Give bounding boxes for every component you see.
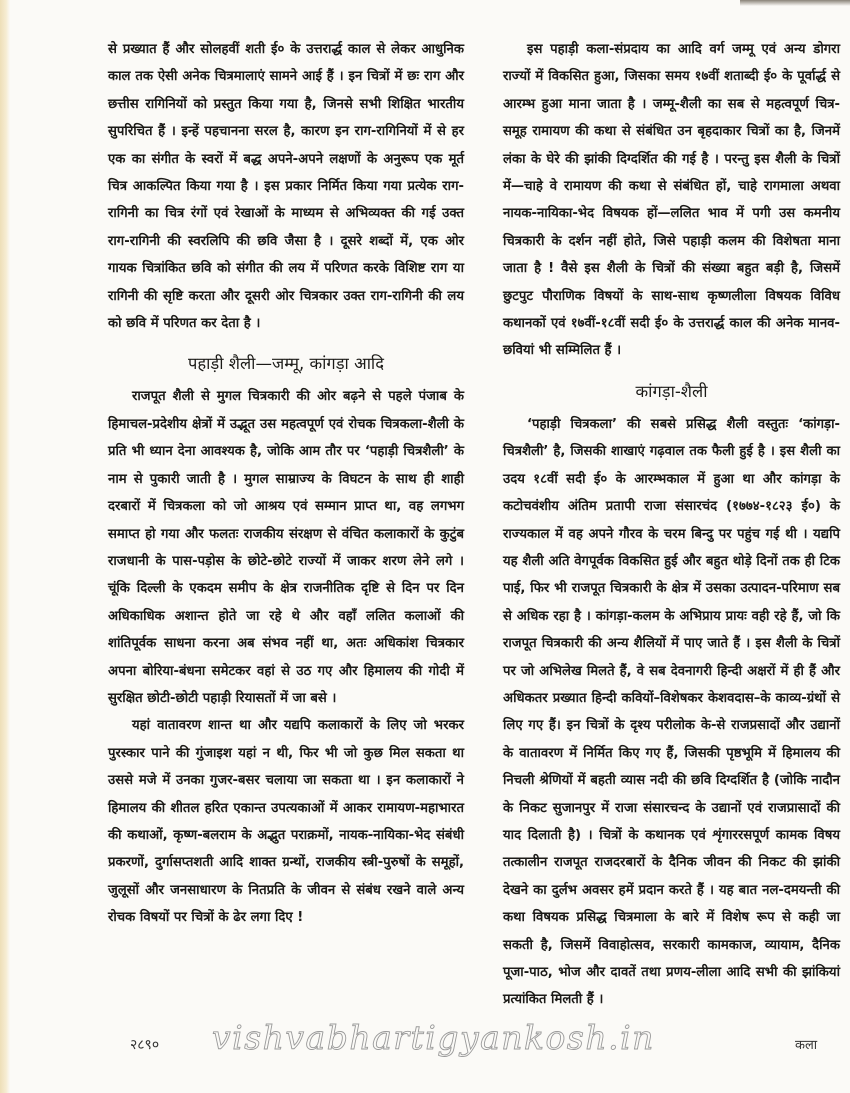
section-heading-pahari: पहाड़ी शैली—जम्मू, कांगड़ा आदि [188, 354, 384, 374]
page-top-shadow [740, 0, 850, 6]
running-title: कला [795, 1038, 818, 1053]
watermark: vishvabhartigyankosh.in [212, 1018, 655, 1057]
right-column [503, 36, 840, 1014]
paragraph: इस पहाड़ी कला-संप्रदाय का आदि वर्ग जम्मू एवं अन्य डोगरा राज्यों में विकसित हुआ, जिसका समय १७वीं शताब्दी ई० के पूर्वार्द्ध से आरम्भ हुआ माना जाता है । जम्मू-शैली का सब से महत्वपूर्ण चित्र-समूह रामायण की कथा से संबंधित उन बृहदाकार चित्रों का है, जिनमें लंका के घेरे की झांकी दिग्दर्शित की गई है । परन्तु इस शैली के चित्रों में—चाहे वे रामायण की कथा से संबंधित हों, चाहे रागमाला अथवा नायक-नायिका-भेद विषयक हों—ललित भाव में पगी उस कमनीय चित्रकारी के दर्शन नहीं होते, जिसे पहाड़ी कलम की विशेषता माना जाता है ! वैसे इस शैली के चित्रों की संख्या बहुत बड़ी है, जिसमें छुटपुट पौराणिक विषयों के साथ-साथ कृष्णलीला विषयक विविध कथानकों एवं १७वीं-१८वीं सदी ई० के उत्तरार्द्ध काल की अनेक मानव-छवियां भी सम्मिलित हैं । [503, 42, 840, 359]
paragraph: से प्रख्यात हैं और सोलहवीं शती ई० के उत्तरार्द्ध काल से लेकर आधुनिक काल तक ऐसी अनेक चित्रमालाएं सामने आई हैं । इन चित्रों में छः राग और छत्तीस रागिनियों को प्रस्तुत किया गया है, जिनसे सभी शिक्षित भारतीय सुपरिचित हैं । इन्हें पहचानना सरल है, कारण इन राग-रागिनियों में से हर एक का संगीत के स्वरों में बद्ध अपने-अपने लक्षणों के अनुरूप एक मूर्त चित्र आकल्पित किया गया है । इस प्रकार निर्मित किया गया प्रत्येक राग-रागिनी का चित्र रंगों एवं रेखाओं के माध्यम से अभिव्यक्त की गई उक्त राग-रागिनी की स्वरलिपि की छवि जैसा है । दूसरे शब्दों में, एक ओर गायक चित्रांकित छवि को संगीत की लय में परिणत करके विशिष्ट राग या रागिनी की सृष्टि करता और दूसरी ओर चित्रकार उक्त राग-रागिनी की लय को छवि में परिणत कर देता है । [108, 42, 464, 332]
section-heading-kangra: कांगड़ा-शैली [635, 381, 708, 401]
page-number: २८९० [130, 1037, 160, 1053]
paragraph: ‘पहाड़ी चित्रकला’ की सबसे प्रसिद्ध शैली वस्तुतः ‘कांगड़ा-चित्रशैली’ है, जिसकी शाखाएं गढ़वाल तक फैली हुई है । इस शैली का उदय १८वीं सदी ई० के आरम्भकाल में हुआ था और कांगड़ा के कटोचवंशीय अंतिम प्रतापी राजा संसारचंद (१७७४-१८२३ ई०) के राज्यकाल में वह अपने गौरव के चरम बिन्दु पर पहुंच गई थी । यद्यपि यह शैली अति वेगपूर्वक विकसित हुई और बहुत थोड़े दिनों तक ही टिक पाई, फिर भी राजपूत चित्रकारी के क्षेत्र में उसका उत्पादन-परिमाण सब से अधिक रहा है । कांगड़ा-कलम के अभिप्राय प्रायः वही रहे हैं, जो कि राजपूत चित्रकारी की अन्य शैलियों में पाए जाते हैं । इस शैली के चित्रों पर जो अभिलेख मिलते हैं, वे सब देवनागरी हिन्दी अक्षरों में ही हैं और अधिकतर प्रख्यात हिन्दी कवियों–विशेषकर केशवदास–के काव्य-ग्रंथों से लिए गए हैं। इन चित्रों के दृश्य परीलोक के-से राजप्रसादों और उद्यानों के वातावरण में निर्मित किए गए हैं, जिसकी पृष्ठभूमि में हिमालय की निचली श्रेणियों में बहती व्यास नदी की छवि दिग्दर्शित है (जोकि नादौन के निकट सुजानपुर में राजा संसारचन्द के उद्यानों एवं राजप्रासादों की याद दिलाती है) । चित्रों के कथानक एवं शृंगाररसपूर्ण कामक विषय तत्कालीन राजपूत राजदरबारों के दैनिक जीवन की निकट की झांकी देखने का दुर्लभ अवसर हमें प्रदान करते हैं । यह बात नल-दमयन्ती की कथा विषयक प्रसिद्ध चित्रमाला के बारे में विशेष रूप से कही जा सकती है, जिसमें विवाहोत्सव, सरकारी कामकाज, व्यायाम, दैनिक पूजा-पाठ, भोज और दावतें तथा प्रणय-लीला आदि सभी की झांकियां प्रत्यांकित मिलती हैं । [503, 416, 840, 1008]
page-binding-edge [0, 0, 10, 1093]
paragraph: यहां वातावरण शान्त था और यद्यपि कलाकारों के लिए जो भरकर पुरस्कार पाने की गुंजाइश यहां न थी, फिर भी जो कुछ मिल सकता था उससे मजे में उनका गुजर-बसर चलाया जा सकता था । इन कलाकारों ने हिमालय की शीतल हरित एकान्त उपत्यकाओं में आकर रामायण-महाभारत की कथाओं, कृष्ण-बलराम के अद्भुत पराक्रमों, नायक-नायिका-भेद संबंधी प्रकरणों, दुर्गासप्तशती आदि शाक्त ग्रन्थों, राजकीय स्त्री-पुरुषों के समूहों, जुलूसों और जनसाधारण के नितप्रति के जीवन से संबंध रखने वाले अन्य रोचक विषयों पर चित्रों के ढेर लगा दिए ! [108, 718, 464, 926]
paragraph: राजपूत शैली से मुगल चित्रकारी की ओर बढ़ने से पहले पंजाब के हिमाचल-प्रदेशीय क्षेत्रों में उद्भूत उस महत्वपूर्ण एवं रोचक चित्रकला-शैली के प्रति भी ध्यान देना आवश्यक है, जोकि आम तौर पर ‘पहाड़ी चित्रशैली’ के नाम से पुकारी जाती है । मुगल साम्राज्य के विघटन के साथ ही शाही दरबारों में चित्रकला को जो आश्रय एवं सम्मान प्राप्त था, वह लगभग समाप्त हो गया और फलतः राजकीय संरक्षण से वंचित कलाकारों के कुटुंब राजधानी के पास-पड़ोस के छोटे-छोटे राज्यों में जाकर शरण लेने लगे । चूंकि दिल्ली के एकदम समीप के क्षेत्र राजनीतिक दृष्टि से दिन पर दिन अधिकाधिक अशान्त होते जा रहे थे और वहाँ ललित कलाओं की शांतिपूर्वक साधना करना अब संभव नहीं था, अतः अधिकांश चित्रकार अपना बोरिया-बंधना समेटकर वहां से उठ गए और हिमालय की गोदी में सुरक्षित छोटी-छोटी पहाड़ी रियासतों में जा बसे । [108, 389, 464, 706]
left-column [108, 36, 464, 932]
